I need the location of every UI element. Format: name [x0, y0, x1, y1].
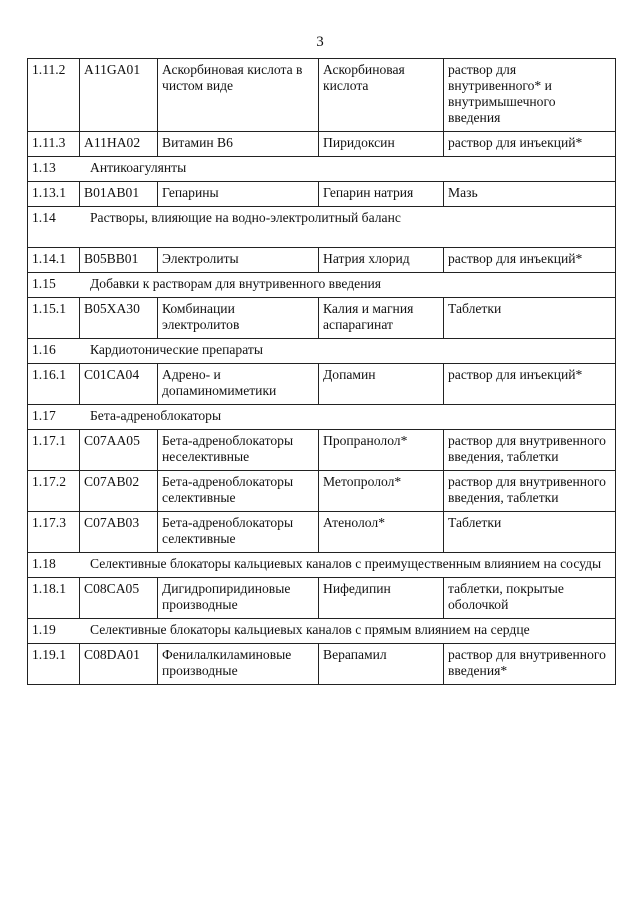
- group-name: Витамин B6: [158, 132, 319, 157]
- drug-name: Пропранолол*: [319, 430, 444, 471]
- item-number: 1.11.2: [28, 59, 80, 132]
- section-number: 1.16: [32, 342, 56, 357]
- atc-code: B05XA30: [80, 298, 158, 339]
- drug-name: Атенолол*: [319, 512, 444, 553]
- drug-name: Допамин: [319, 364, 444, 405]
- group-name: Аскорбиновая кислота в чистом виде: [158, 59, 319, 132]
- dosage-form: раствор для инъекций*: [444, 364, 616, 405]
- item-number: 1.17.1: [28, 430, 80, 471]
- group-name: Бета-адреноблокаторы селективные: [158, 512, 319, 553]
- section-cell: [28, 273, 616, 298]
- section-title: Антикоагулянты: [90, 160, 187, 175]
- dosage-form: раствор для инъекций*: [444, 248, 616, 273]
- atc-code: C07AA05: [80, 430, 158, 471]
- atc-code: B05BB01: [80, 248, 158, 273]
- table-row: [28, 364, 616, 405]
- group-name: Электролиты: [158, 248, 319, 273]
- group-name: Дигидропиридиновые производные: [158, 578, 319, 619]
- section-row: [28, 207, 616, 248]
- atc-code: B01AB01: [80, 182, 158, 207]
- drug-name: Метопролол*: [319, 471, 444, 512]
- item-number: 1.16.1: [28, 364, 80, 405]
- section-cell: [28, 207, 616, 248]
- item-number: 1.19.1: [28, 644, 80, 685]
- item-number: 1.15.1: [28, 298, 80, 339]
- section-title: Селективные блокаторы кальциевых каналов с прямым влиянием на сердце: [90, 622, 530, 637]
- atc-code: C07AB03: [80, 512, 158, 553]
- section-cell: [28, 553, 616, 578]
- drug-table-body: [28, 59, 616, 685]
- drug-name: Натрия хлорид: [319, 248, 444, 273]
- drug-name: Калия и магния аспарагинат: [319, 298, 444, 339]
- table-row: [28, 59, 616, 132]
- page-number: 3: [316, 34, 324, 50]
- table-row: [28, 578, 616, 619]
- table-row: [28, 430, 616, 471]
- atc-code: C08DA01: [80, 644, 158, 685]
- section-row: [28, 553, 616, 578]
- section-row: [28, 619, 616, 644]
- item-number: 1.11.3: [28, 132, 80, 157]
- section-title: Растворы, влияющие на водно-электролитный баланс: [90, 210, 401, 225]
- table-row: [28, 512, 616, 553]
- item-number: 1.14.1: [28, 248, 80, 273]
- drug-name: Верапамил: [319, 644, 444, 685]
- dosage-form: раствор для внутривенного введения*: [444, 644, 616, 685]
- section-title: Бета-адреноблокаторы: [90, 408, 222, 423]
- dosage-form: Таблетки: [444, 298, 616, 339]
- drug-name: Гепарин натрия: [319, 182, 444, 207]
- group-name: Бета-адреноблокаторы неселективные: [158, 430, 319, 471]
- drug-name: Пиридоксин: [319, 132, 444, 157]
- section-cell: [28, 619, 616, 644]
- atc-code: A11GA01: [80, 59, 158, 132]
- table-row: [28, 471, 616, 512]
- atc-code: C08CA05: [80, 578, 158, 619]
- table-row: [28, 182, 616, 207]
- section-number: 1.14: [32, 210, 56, 225]
- section-number: 1.13: [32, 160, 56, 175]
- table-row: [28, 644, 616, 685]
- drug-name: Аскорбиновая кислота: [319, 59, 444, 132]
- table-row: [28, 298, 616, 339]
- dosage-form: таблетки, покрытые оболочкой: [444, 578, 616, 619]
- group-name: Адрено- и допаминомиметики: [158, 364, 319, 405]
- dosage-form: Таблетки: [444, 512, 616, 553]
- dosage-form: раствор для внутривенного введения, таблетки: [444, 471, 616, 512]
- section-row: [28, 339, 616, 364]
- group-name: Гепарины: [158, 182, 319, 207]
- group-name: Комбинации электролитов: [158, 298, 319, 339]
- dosage-form: Мазь: [444, 182, 616, 207]
- group-name: Бета-адреноблокаторы селективные: [158, 471, 319, 512]
- item-number: 1.18.1: [28, 578, 80, 619]
- group-name: Фенилалкиламиновые производные: [158, 644, 319, 685]
- atc-code: A11HA02: [80, 132, 158, 157]
- table-row: [28, 132, 616, 157]
- section-cell: [28, 157, 616, 182]
- section-number: 1.15: [32, 276, 56, 291]
- section-title: Кардиотонические препараты: [90, 342, 263, 357]
- item-number: 1.17.2: [28, 471, 80, 512]
- dosage-form: раствор для внутривенного введения, таблетки: [444, 430, 616, 471]
- atc-code: C07AB02: [80, 471, 158, 512]
- dosage-form: раствор для внутривенного* и внутримышечного введения: [444, 59, 616, 132]
- section-title: Добавки к растворам для внутривенного введения: [90, 276, 382, 291]
- section-row: [28, 157, 616, 182]
- dosage-form: раствор для инъекций*: [444, 132, 616, 157]
- section-cell: [28, 339, 616, 364]
- section-number: 1.19: [32, 622, 56, 637]
- drug-name: Нифедипин: [319, 578, 444, 619]
- table-row: [28, 248, 616, 273]
- item-number: 1.13.1: [28, 182, 80, 207]
- section-number: 1.17: [32, 408, 56, 423]
- section-row: [28, 273, 616, 298]
- section-cell: [28, 405, 616, 430]
- atc-code: C01CA04: [80, 364, 158, 405]
- drug-table: [27, 58, 616, 685]
- section-row: [28, 405, 616, 430]
- section-number: 1.18: [32, 556, 56, 571]
- section-title: Селективные блокаторы кальциевых каналов с преимущественным влиянием на сосуды: [90, 556, 602, 571]
- item-number: 1.17.3: [28, 512, 80, 553]
